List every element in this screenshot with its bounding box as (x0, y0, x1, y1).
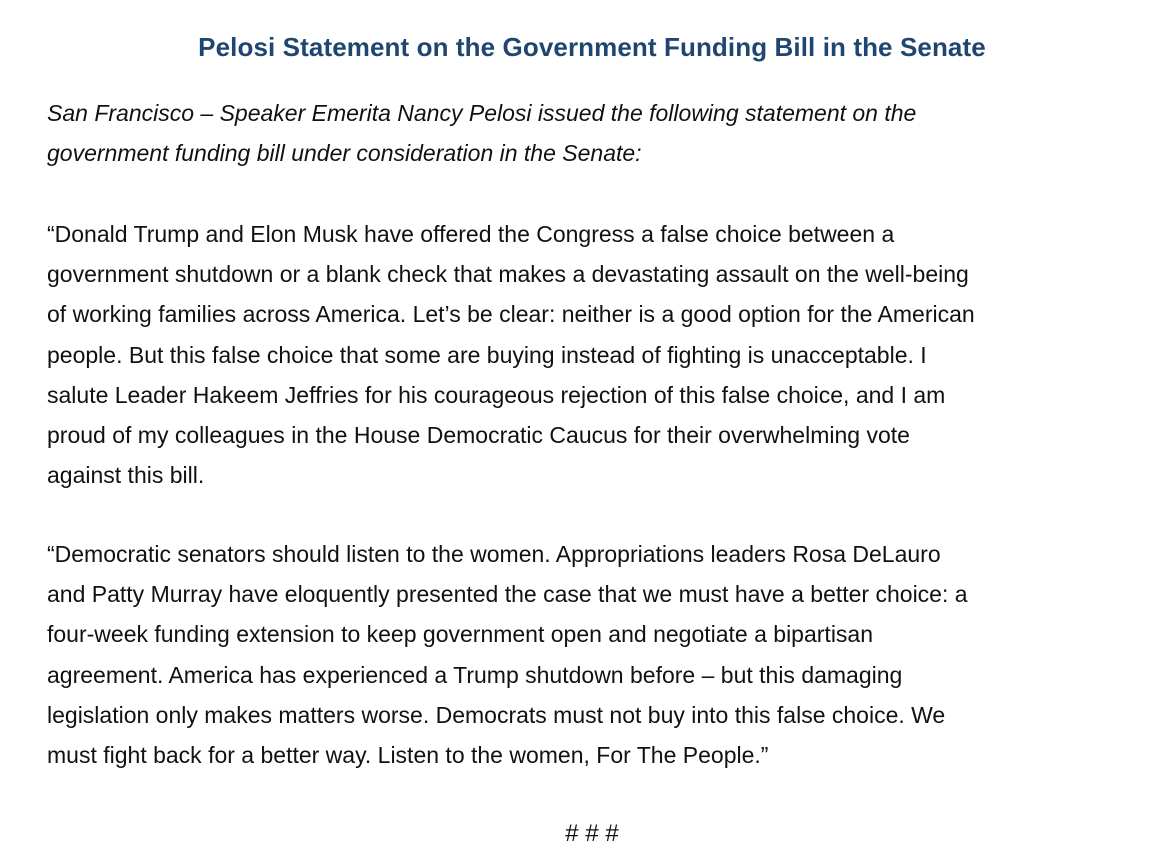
intro-line: government funding bill under consideration in the Senate: (47, 140, 642, 167)
paragraph-line: “Donald Trump and Elon Musk have offered the Congress a false choice between a (47, 221, 895, 247)
statement-paragraph-1 (47, 214, 975, 495)
paragraph-line: proud of my colleagues in the House Democratic Caucus for their overwhelming vote (47, 422, 910, 449)
paragraph-line: people. But this false choice that some are buying instead of fighting is unacceptable. I (47, 341, 927, 368)
paragraph-line: agreement. America has experienced a Trump shutdown before – but this damaging (47, 661, 903, 688)
statement-paragraph-2 (47, 534, 968, 775)
paragraph-line: “Democratic senators should listen to the women. Appropriations leaders Rosa DeLauro (47, 541, 941, 567)
paragraph-line: legislation only makes matters worse. Democrats must not buy into this false choice. We (47, 701, 946, 728)
paragraph-line: salute Leader Hakeem Jeffries for his courageous rejection of this false choice, and I am (47, 381, 946, 408)
page-title: Pelosi Statement on the Government Funding Bill in the Senate (198, 32, 986, 62)
paragraph-line: must fight back for a better way. Listen to the women, For The People.” (47, 742, 769, 769)
paragraph-line: four-week funding extension to keep government open and negotiate a bipartisan (47, 621, 874, 648)
paragraph-line: against this bill. (47, 462, 205, 489)
press-release (47, 0, 1147, 847)
end-mark: # # # (565, 820, 619, 847)
intro-paragraph (47, 93, 916, 173)
paragraph-line: of working families across America. Let’s be clear: neither is a good option for the American (47, 301, 975, 328)
paragraph-line: government shutdown or a blank check that makes a devastating assault on the well-being (47, 261, 969, 288)
intro-line: San Francisco – Speaker Emerita Nancy Pelosi issued the following statement on the (47, 100, 917, 126)
paragraph-line: and Patty Murray have eloquently presented the case that we must have a better choice: a (47, 581, 968, 608)
